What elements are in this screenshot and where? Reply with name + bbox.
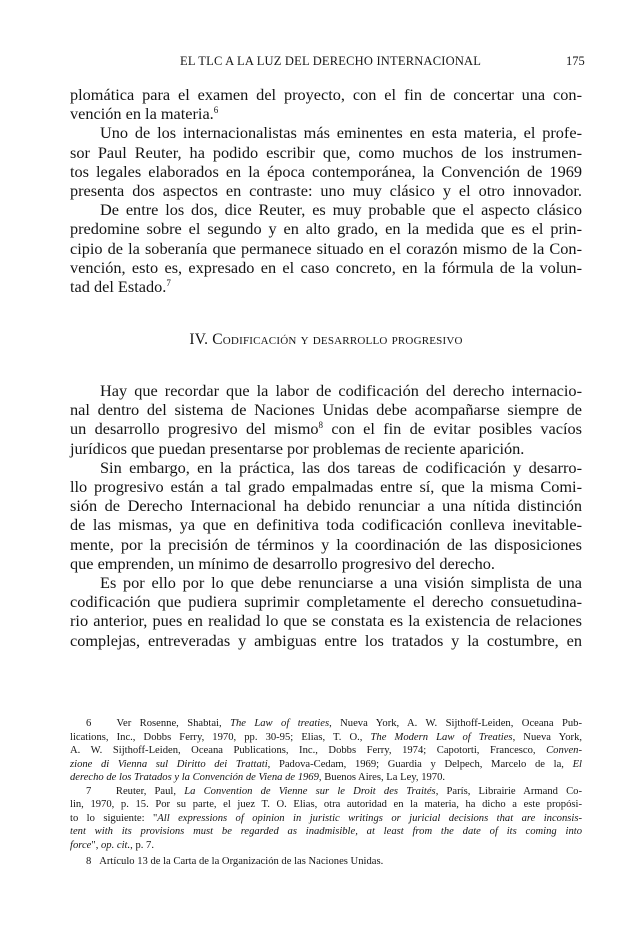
paragraph <box>70 458 582 573</box>
text-line: Uno de los internacionalistas más eminentes en esta materia, el profe- <box>100 123 582 143</box>
text-line: tos legales elaborados en la época contemporánea, la Convención de 1969 <box>70 161 582 181</box>
text-line: tad del Estado.$^7$ <box>70 276 171 296</box>
footnote-number: 8 <box>86 856 92 867</box>
footnote-line: 7 Reuter, Paul, La Convention de Vienne sur le Droit des Traités, París, Librairie Armand Co- <box>86 785 583 797</box>
text-line: complejas, entreveradas y ambiguas entre los tratados y la costumbre, en <box>70 630 582 650</box>
text-line: cipio de la soberanía que permanece situado en el corazón mismo de la Con- <box>70 238 582 258</box>
text-line: plomática para el examen del proyecto, con el fin de concertar una con- <box>70 85 582 104</box>
footnote-line: to lo siguiente: "All expressions of opinion in juristic writings or juricial decisions that are inconsis- <box>70 812 582 824</box>
footnote-line: derecho de los Tratados y la Convención de Viena de 1969, Buenos Aires, La Ley, 1970. <box>70 772 446 783</box>
text-line: presenta dos aspectos en contraste: uno muy clásico y el otro innovador. <box>70 180 582 200</box>
text-line: mente, por la precisión de términos y la coordinación de las disposiciones <box>70 534 582 554</box>
page-number: 175 <box>566 54 585 68</box>
text-line: vención, esto es, expresado en el caso concreto, en la fórmula de la volun- <box>70 257 582 277</box>
footnote-ref[interactable]: 6 <box>213 105 219 116</box>
footnote-line: zione di Vienna sul Diritto dei Trattati, Padova-Cedam, 1969; Guardia y Delpech, Marcelo de la, El <box>70 758 582 770</box>
footnote-line: 6 Ver Rosenne, Shabtai, The Law of treaties, Nueva York, A. W. Sijthoff-Leiden, Oceana Pub- <box>86 718 582 729</box>
text-line: De entre los dos, dice Reuter, es muy probable que el aspecto clásico <box>100 200 582 220</box>
text-line: de las mismas, ya que en definitiva toda codificación conlleva inevitable- <box>70 515 582 535</box>
text-line: sor Paul Reuter, ha podido escribir que, como muchos de los instrumen- <box>70 142 582 162</box>
footnotes <box>70 717 582 869</box>
text-line: vención en la materia.$^6$ <box>70 104 219 124</box>
text-line: rio anterior, pues en realidad lo que se constata es la existencia de relaciones <box>70 611 582 631</box>
text-line: Hay que recordar que la labor de codificación del derecho internacio- <box>100 381 582 401</box>
paragraph <box>70 573 582 650</box>
footnote-line: A. W. Sijthoff-Leiden, Oceana Publications, Inc., Dobbs Ferry, 1974; Capotorti, Francesco, Conven- <box>70 745 582 756</box>
footnote-line: 8 Artículo 13 de la Carta de la Organización de las Naciones Unidas. <box>86 856 384 867</box>
footnote-ref[interactable]: 8 <box>318 420 324 431</box>
text-line: llo progresivo están a tal grado empalmadas entre sí, que la misma Comi- <box>70 477 582 496</box>
footnote-6 <box>70 717 582 785</box>
text-line: que emprenden, un mínimo de desarrollo progresivo del derecho. <box>70 553 495 573</box>
text-line: predomine sobre el segundo y en alto grado, en la medida que es el prin- <box>70 219 582 239</box>
paragraph <box>70 200 582 296</box>
footnote-8 <box>70 855 582 869</box>
text-line: sión de Derecho Internacional ha debido renunciar a una nítida distinción <box>70 496 582 516</box>
section-heading: IV. Codificación y desarrollo progresivo <box>189 331 463 349</box>
footnote-ref[interactable]: 7 <box>166 277 171 288</box>
footnote-7 <box>70 785 582 853</box>
text-line: Sin embargo, en la práctica, las dos tareas de codificación y desarro- <box>100 457 582 477</box>
text-line: un desarrollo progresivo del mismo$^8$ con el fin de evitar posibles vacíos <box>70 419 582 439</box>
running-head: EL TLC A LA LUZ DEL DERECHO INTERNACIONAL <box>180 54 482 68</box>
text-line: jurídicos que puedan presentarse por problemas de reciente aparición. <box>70 438 525 458</box>
footnote-line: lin, 1970, p. 15. Por su parte, el juez T. O. Elias, otra autoridad en la materia, ha dicho a este propósi- <box>70 799 582 810</box>
paragraph <box>70 85 582 123</box>
text-line: Es por ello por lo que debe renunciarse a una visión simplista de una <box>100 572 582 592</box>
paragraph <box>70 123 582 200</box>
paragraph <box>70 381 582 458</box>
body-text <box>70 85 582 650</box>
footnote-number: 7 <box>86 785 92 797</box>
footnote-number: 6 <box>86 718 92 729</box>
footnote-line: lications, Inc., Dobbs Ferry, 1970, pp. 30-95; Elias, T. O., The Modern Law of Treaties, Nueva York, <box>70 731 583 743</box>
footnote-line: tent with its provisions must be regarded as inadmisible, at least from the date of its coming into <box>70 826 582 837</box>
footnote-line: force", op. cit., p. 7. <box>70 839 154 851</box>
text-line: codificación que pudiera suprimir completamente el derecho consuetudina- <box>70 592 582 612</box>
text-line: nal dentro del sistema de Naciones Unidas debe acompañarse siempre de <box>70 400 582 420</box>
